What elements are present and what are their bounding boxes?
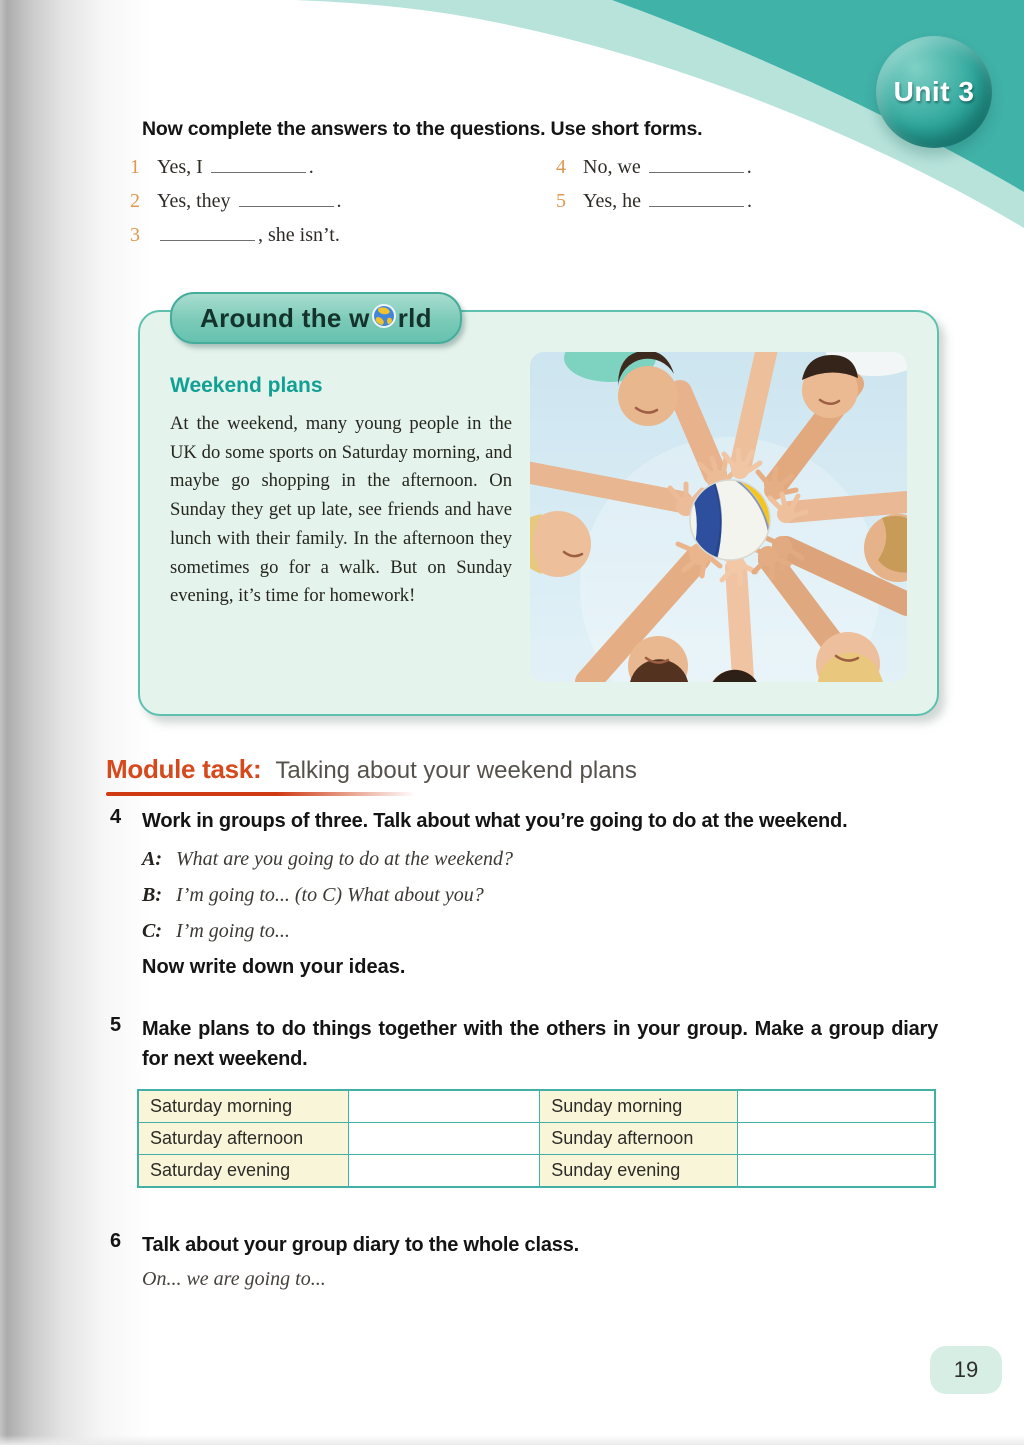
weekend-photo (530, 352, 907, 682)
exercise-5-heading (110, 1014, 938, 1074)
item-number: 2 (130, 190, 140, 212)
fill-item (556, 190, 752, 213)
item-text: Yes, they . (157, 190, 342, 212)
dialog-example (142, 848, 513, 943)
table-row (138, 1123, 935, 1155)
item-text: Yes, I . (157, 156, 314, 178)
article-body: At the weekend, many young people in the UK do some sports on Saturday morning, and maybe go shopping in the afternoon. On Sunday they get up late, see friends and have lunch with their family. In the afternoon they sometimes go for a walk. But on Sunday evening, it’s time for homework! (170, 413, 512, 607)
item-number: 3 (130, 224, 140, 246)
exercise-number: 6 (110, 1230, 122, 1252)
item-number: 4 (556, 156, 566, 178)
diary-slot-label: Saturday morning (138, 1090, 348, 1123)
answer-blank (649, 192, 744, 207)
item-number: 1 (130, 156, 140, 178)
diary-entry-cell (737, 1123, 935, 1155)
article-heading: Weekend plans (170, 374, 323, 397)
diary-slot-label: Sunday afternoon (540, 1123, 738, 1155)
tab-text-after: rld (397, 302, 432, 333)
fill-in-column-right (556, 156, 752, 213)
dialog-text: What are you going to do at the weekend? (176, 848, 513, 870)
fill-in-column-left (130, 156, 342, 247)
diary-entry-cell (348, 1123, 540, 1155)
item-text: , she isn’t. (157, 224, 340, 247)
module-task-title: Talking about your weekend plans (275, 757, 637, 784)
page-number: 19 (953, 1357, 979, 1382)
exercise-6-heading (110, 1230, 938, 1260)
table-row (138, 1090, 935, 1123)
exercise-instruction: Work in groups of three. Talk about what you’re going to do at the weekend. (142, 810, 848, 832)
diary-entry-cell (348, 1155, 540, 1188)
group-diary-table (137, 1089, 936, 1188)
diary-slot-label: Saturday afternoon (138, 1123, 348, 1155)
diary-slot-label: Sunday morning (540, 1090, 738, 1123)
dialog-line (142, 920, 513, 943)
item-text: Yes, he . (583, 190, 752, 212)
unit-badge-label: Unit 3 (893, 76, 975, 107)
diary-slot-label: Saturday evening (138, 1155, 348, 1188)
exercise-instruction: Now complete the answers to the questions. Use short forms. (142, 118, 703, 140)
answer-blank (160, 226, 255, 241)
diary-entry-cell (737, 1090, 935, 1123)
page-bottom-shading (0, 1435, 1024, 1445)
answer-blank (211, 158, 306, 173)
fill-item (130, 156, 342, 179)
around-the-world-box (138, 310, 939, 716)
item-number: 5 (556, 190, 566, 212)
dialog-speaker: A: (142, 848, 162, 870)
followup-instruction: Now write down your ideas. (142, 956, 406, 978)
exercise-instruction: Talk about your group diary to the whole class. (142, 1234, 579, 1256)
answer-blank (239, 192, 334, 207)
example-sentence: On... we are going to... (142, 1268, 326, 1290)
page-number-badge (930, 1346, 1002, 1394)
volleyball-photo-illustration (530, 352, 907, 682)
around-the-world-tab (170, 292, 462, 344)
dialog-text: I’m going to... (to C) What about you? (176, 884, 484, 906)
item-text: No, we . (583, 156, 752, 178)
dialog-line (142, 848, 513, 871)
fill-item (130, 190, 342, 213)
dialog-text: I’m going to... (176, 920, 290, 942)
fill-item (556, 156, 752, 179)
dialog-line (142, 884, 513, 907)
exercise-number: 5 (110, 1014, 122, 1036)
exercise-4-heading (110, 806, 938, 836)
table-row (138, 1155, 935, 1188)
diary-entry-cell (348, 1090, 540, 1123)
answer-blank (649, 158, 744, 173)
module-task-label: Module task: (106, 754, 262, 784)
exercise-number: 4 (110, 806, 122, 828)
module-task-underline (106, 792, 416, 796)
tab-text-before: Around the w (200, 302, 370, 333)
unit-badge (876, 36, 992, 148)
globe-icon (371, 303, 397, 334)
exercise-instruction: Make plans to do things together with the others in your group. Make a group diary for next weekend. (142, 1018, 938, 1070)
diary-slot-label: Sunday evening (540, 1155, 738, 1188)
module-task-heading (106, 754, 637, 785)
dialog-speaker: B: (142, 884, 162, 906)
diary-entry-cell (737, 1155, 935, 1188)
dialog-speaker: C: (142, 920, 162, 942)
fill-item (130, 224, 342, 247)
